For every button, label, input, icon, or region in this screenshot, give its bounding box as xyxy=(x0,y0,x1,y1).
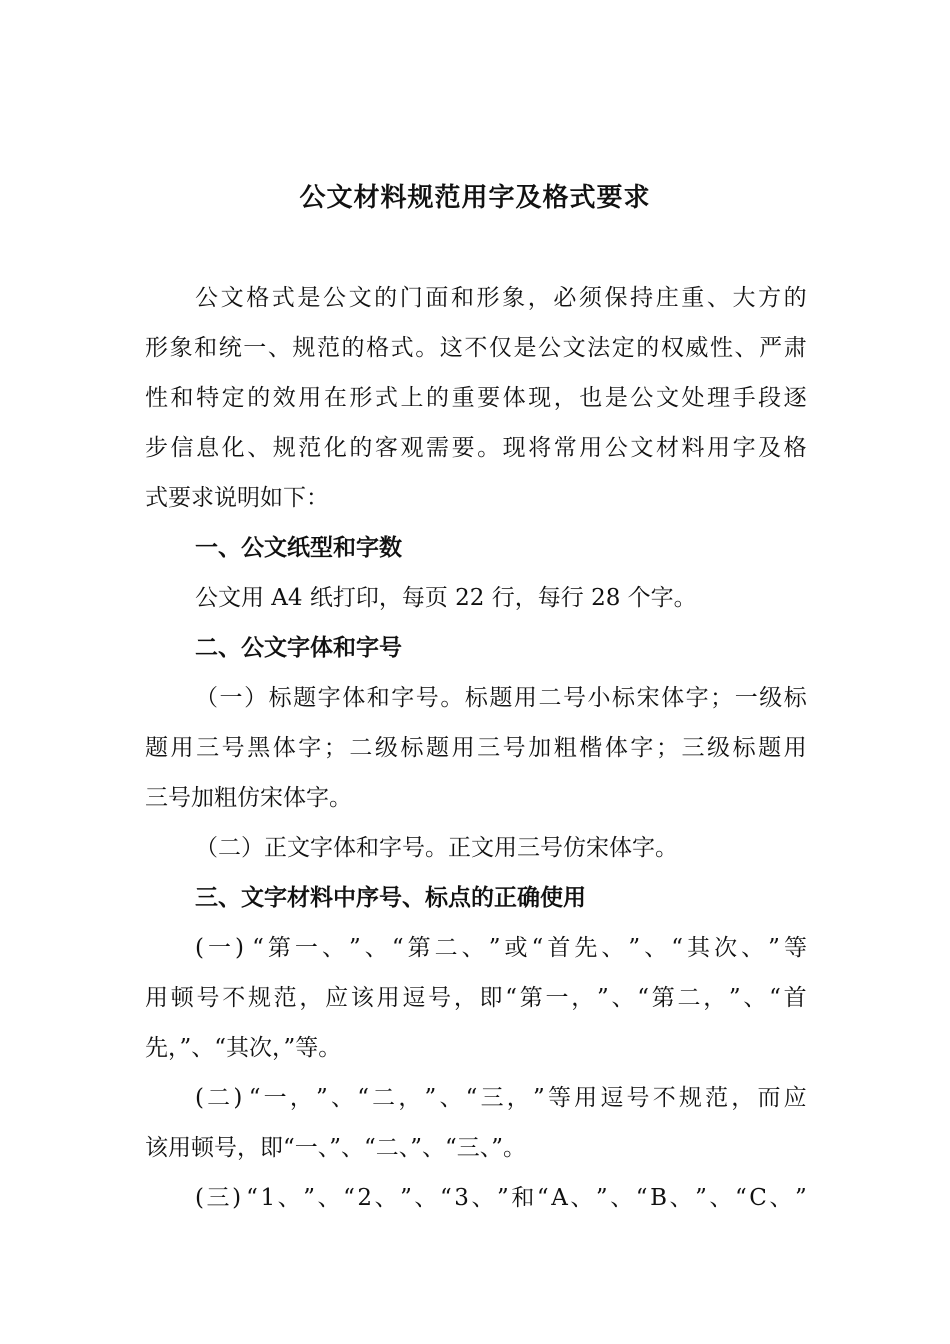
line-character: 用 xyxy=(451,735,475,761)
line-character: 等 xyxy=(783,935,807,961)
paragraph-line xyxy=(145,373,807,423)
line-character: 料 xyxy=(681,435,705,461)
line-character: 第 xyxy=(651,985,675,1011)
line-character: 段 xyxy=(758,385,782,411)
paragraph-line: （二）正文字体和字号。正文用三号仿宋体字。 xyxy=(195,835,678,861)
line-character: 重 xyxy=(681,285,705,311)
line-character: 逗 xyxy=(600,1085,624,1111)
line-character: 现 xyxy=(528,385,552,411)
line-character: 信 xyxy=(170,435,194,461)
line-character: ” xyxy=(595,1185,608,1211)
line-character: ” xyxy=(596,985,609,1011)
line-character: 标 xyxy=(400,735,424,761)
line-character: 观 xyxy=(400,435,424,461)
line-character: 用 xyxy=(170,735,194,761)
line-character: 格 xyxy=(783,435,807,461)
line-character: 一 xyxy=(219,685,243,711)
line-character: 用 xyxy=(783,735,807,761)
line-character: ” xyxy=(768,935,780,961)
line-character: 、 xyxy=(439,1085,463,1111)
line-character: 化 xyxy=(221,435,245,461)
line-character: 字 xyxy=(298,735,322,761)
line-character: 题 xyxy=(145,735,168,761)
line-character: 用 xyxy=(513,685,537,711)
line-character: ； xyxy=(710,685,734,711)
line-character: 题 xyxy=(758,735,782,761)
line-character: 常 xyxy=(553,435,577,461)
line-character: 和 xyxy=(450,285,474,311)
line-character: “ xyxy=(343,1185,355,1211)
line-character: 等 xyxy=(547,1085,571,1111)
line-character: 的 xyxy=(374,285,398,311)
line-character: 宋 xyxy=(636,685,660,711)
line-character: 级 xyxy=(707,735,731,761)
line-character: 公 xyxy=(538,335,561,361)
line-character: ， xyxy=(703,985,727,1011)
line-character: 象 xyxy=(169,335,193,361)
line-character: 文 xyxy=(220,285,244,311)
line-character: 一 xyxy=(243,335,267,361)
line-character: 客 xyxy=(374,435,398,461)
line-character: 文 xyxy=(348,285,372,311)
line-character: ( xyxy=(195,935,204,961)
line-character: 及 xyxy=(758,435,782,461)
line-character: 、 xyxy=(277,1185,301,1211)
line-character: 定 xyxy=(221,385,245,411)
line-character: 二 xyxy=(349,735,373,761)
section-heading: 三、文字材料中序号、标点的正确使用 xyxy=(195,884,586,911)
section-heading: 二、公文字体和字号 xyxy=(195,634,402,661)
line-character: 级 xyxy=(759,685,783,711)
line-character: 、 xyxy=(734,335,758,361)
line-character: 不 xyxy=(652,1085,676,1111)
line-character: 第 xyxy=(267,935,291,961)
line-character: ， xyxy=(506,1085,530,1111)
line-character: 一 xyxy=(734,685,758,711)
line-character: 体 xyxy=(502,385,526,411)
line-character: ) xyxy=(235,935,245,961)
line-character: 、 xyxy=(331,1085,354,1111)
paragraph-line xyxy=(145,423,807,473)
line-character: 应 xyxy=(325,985,349,1011)
line-character: 。 xyxy=(477,435,501,461)
line-character: 上 xyxy=(400,385,424,411)
paragraph-line xyxy=(145,1173,807,1223)
line-character: ” xyxy=(488,935,501,961)
line-character: 题 xyxy=(489,685,513,711)
line-character: 必 xyxy=(553,285,577,311)
line-character: 材 xyxy=(655,435,679,461)
line-character: 字 xyxy=(732,435,756,461)
line-character: ， xyxy=(453,985,477,1011)
line-character: 三 xyxy=(480,1085,504,1111)
line-character: 门 xyxy=(399,285,423,311)
line-character: 、 xyxy=(706,285,730,311)
line-character: 1 xyxy=(260,1185,276,1211)
line-character: 级 xyxy=(374,735,398,761)
line-character: 和 xyxy=(194,335,218,361)
line-character: “ xyxy=(465,1085,478,1111)
line-character: 即 xyxy=(479,985,503,1011)
line-character: 范 xyxy=(316,335,340,361)
line-character: 权 xyxy=(660,335,684,361)
line-character: 、 xyxy=(743,985,767,1011)
line-character: 这 xyxy=(439,335,463,361)
line-character: 性 xyxy=(709,335,733,361)
line-character: 或 xyxy=(504,935,528,961)
line-character: 体 xyxy=(604,735,628,761)
line-character: 字 xyxy=(391,685,415,711)
line-character: 是 xyxy=(604,385,628,411)
line-character: 用 xyxy=(376,985,400,1011)
line-character: 字 xyxy=(685,685,709,711)
line-character: “ xyxy=(531,935,544,961)
line-character: 肃 xyxy=(783,335,807,361)
line-character: ” xyxy=(728,985,741,1011)
paragraph-line xyxy=(145,323,807,373)
line-character: 、 xyxy=(601,935,625,961)
line-character: 的 xyxy=(636,335,660,361)
line-character: 黑 xyxy=(247,735,271,761)
line-character: 式 xyxy=(271,285,295,311)
line-character: 定 xyxy=(611,335,635,361)
line-character: 加 xyxy=(528,735,552,761)
line-character: 二 xyxy=(434,935,458,961)
line-character: 范 xyxy=(273,985,297,1011)
paragraph-line xyxy=(145,673,807,723)
line-character: “ xyxy=(635,1185,648,1211)
line-character: ( xyxy=(195,1085,204,1111)
line-character: 号 xyxy=(196,985,220,1011)
line-character: 、 xyxy=(374,1185,398,1211)
line-character: 须 xyxy=(578,285,602,311)
line-character: 号 xyxy=(626,1085,650,1111)
line-character: 现 xyxy=(502,435,526,461)
line-character: 形 xyxy=(349,385,373,411)
line-character: A xyxy=(551,1185,568,1211)
line-character: 体 xyxy=(661,685,685,711)
line-character: 号 xyxy=(221,735,245,761)
line-character: 标 xyxy=(268,685,292,711)
line-character: 、 xyxy=(321,935,345,961)
line-character: 性 xyxy=(145,385,168,411)
line-character: 二 xyxy=(538,685,562,711)
line-character: 、 xyxy=(644,935,668,961)
line-character: 处 xyxy=(681,385,705,411)
line-character: ) xyxy=(233,1085,243,1111)
line-character: 形 xyxy=(145,335,168,361)
line-character: 式 xyxy=(374,385,398,411)
line-character: “ xyxy=(246,1185,258,1211)
line-character: 号 xyxy=(415,685,439,711)
line-character: 题 xyxy=(426,735,450,761)
line-character: 不 xyxy=(464,335,488,361)
line-character: 该 xyxy=(350,985,374,1011)
line-character: 统 xyxy=(218,335,242,361)
line-character: 标 xyxy=(732,735,756,761)
line-character: 公 xyxy=(195,285,218,311)
line-character: 保 xyxy=(604,285,628,311)
line-character: 标 xyxy=(612,685,636,711)
line-character: 公 xyxy=(604,435,628,461)
line-character: 的 xyxy=(247,385,271,411)
section-heading: 一、公文纸型和字数 xyxy=(195,534,402,561)
line-character: 一 xyxy=(545,985,569,1011)
line-character: 顿 xyxy=(170,985,194,1011)
paragraph-line: 该用顿号，即“一、”、“二、”、“三、”。 xyxy=(145,1135,527,1161)
line-character: 、 xyxy=(610,1185,634,1211)
line-character: 体 xyxy=(272,735,296,761)
line-character: “ xyxy=(734,1185,747,1211)
line-character: “ xyxy=(671,935,684,961)
line-character: 逐 xyxy=(783,385,807,411)
line-character: 字 xyxy=(317,685,341,711)
paragraph-line xyxy=(145,723,807,773)
line-character: 的 xyxy=(349,435,373,461)
line-character: 文 xyxy=(630,435,654,461)
line-character: ” xyxy=(316,1085,328,1111)
line-character: 第 xyxy=(519,985,543,1011)
line-character: 和 xyxy=(170,385,194,411)
line-character: 二 xyxy=(372,1085,396,1111)
line-character: C xyxy=(749,1185,767,1211)
line-character: 的 xyxy=(341,335,365,361)
line-character: 标 xyxy=(464,685,488,711)
line-character: 严 xyxy=(759,335,783,361)
line-character: 首 xyxy=(783,985,807,1011)
line-character: 其 xyxy=(687,935,711,961)
line-character: 三 xyxy=(681,735,705,761)
line-character: ， xyxy=(289,1085,313,1111)
line-character: 在 xyxy=(323,385,347,411)
line-character: 三 xyxy=(477,735,501,761)
line-character: 先 xyxy=(574,935,598,961)
line-character: 文 xyxy=(562,335,586,361)
line-character: “ xyxy=(252,935,264,961)
line-character: 理 xyxy=(707,385,731,411)
line-character: 而 xyxy=(757,1085,781,1111)
line-character: “ xyxy=(248,1085,261,1111)
line-character: 、 xyxy=(414,1185,438,1211)
line-character: 步 xyxy=(145,435,168,461)
line-character: 文 xyxy=(655,385,679,411)
line-character: “ xyxy=(637,985,649,1011)
line-character: ” xyxy=(400,1185,412,1211)
line-character: 要 xyxy=(477,385,501,411)
line-character: “ xyxy=(536,1185,549,1211)
line-character: 形 xyxy=(476,285,500,311)
line-character: 式 xyxy=(390,335,414,361)
document-body xyxy=(145,273,807,1223)
paragraph-line: 公文用 A4 纸打印，每页 22 行，每行 28 个字。 xyxy=(195,585,697,611)
line-character: 的 xyxy=(426,385,450,411)
paragraph-line xyxy=(145,973,807,1023)
line-character: 、 xyxy=(741,935,765,961)
line-character: “ xyxy=(357,1085,369,1111)
line-character: 、 xyxy=(461,935,485,961)
line-character: 面 xyxy=(425,285,449,311)
line-character: 三 xyxy=(206,1185,230,1211)
line-character: 二 xyxy=(207,1085,231,1111)
line-character: 首 xyxy=(547,935,571,961)
line-character: 次 xyxy=(714,935,738,961)
line-character: ( xyxy=(195,1185,204,1211)
line-character: 楷 xyxy=(579,735,603,761)
line-character: 和 xyxy=(366,685,390,711)
line-character: ” xyxy=(794,1185,807,1211)
line-character: 要 xyxy=(451,435,475,461)
line-character: “ xyxy=(391,935,404,961)
line-character: 、 xyxy=(317,1185,341,1211)
line-character: 的 xyxy=(783,285,807,311)
line-character: ， xyxy=(731,1085,755,1111)
line-character: ” xyxy=(424,1085,437,1111)
line-character: ； xyxy=(655,735,679,761)
line-character: “ xyxy=(505,985,518,1011)
line-character: 用 xyxy=(707,435,731,461)
line-character: 用 xyxy=(145,985,168,1011)
line-character: 不 xyxy=(222,985,246,1011)
line-character: 威 xyxy=(685,335,709,361)
line-character: ” xyxy=(628,935,641,961)
line-character: 、 xyxy=(611,985,635,1011)
line-character: 一 xyxy=(263,1085,287,1111)
line-character: 逗 xyxy=(402,985,426,1011)
line-character: ， xyxy=(527,285,551,311)
line-character: 息 xyxy=(196,435,220,461)
line-character: 仅 xyxy=(488,335,512,361)
line-character: 规 xyxy=(292,335,316,361)
line-character: 粗 xyxy=(553,735,577,761)
line-character: 和 xyxy=(511,1185,535,1211)
line-character: 第 xyxy=(407,935,431,961)
line-character: 字 xyxy=(630,735,654,761)
line-character: 二 xyxy=(677,985,701,1011)
line-character: 是 xyxy=(513,335,537,361)
line-character: 标 xyxy=(783,685,807,711)
line-character: 、 xyxy=(669,1185,693,1211)
line-character: 规 xyxy=(272,435,296,461)
line-character: 大 xyxy=(732,285,756,311)
line-character: 3 xyxy=(454,1185,469,1211)
line-character: 应 xyxy=(783,1085,807,1111)
line-character: 持 xyxy=(630,285,654,311)
line-character: 三 xyxy=(196,735,220,761)
line-character: ) xyxy=(232,1185,242,1211)
line-character: 也 xyxy=(579,385,603,411)
line-character: 公 xyxy=(630,385,654,411)
line-character: 化 xyxy=(323,435,347,461)
line-character: ” xyxy=(532,1085,545,1111)
line-character: ） xyxy=(244,685,268,711)
line-character: ， xyxy=(571,985,595,1011)
line-character: 、 xyxy=(709,1185,733,1211)
line-character: 用 xyxy=(579,435,603,461)
line-character: 象 xyxy=(502,285,526,311)
line-character: ； xyxy=(323,735,347,761)
paragraph-line: 先，”、“其次，”等。 xyxy=(145,1035,342,1061)
line-character: 用 xyxy=(574,1085,598,1111)
line-character: 需 xyxy=(426,435,450,461)
line-character: 号 xyxy=(428,985,452,1011)
line-character: 重 xyxy=(451,385,475,411)
line-character: 规 xyxy=(678,1085,702,1111)
line-character: 。 xyxy=(440,685,464,711)
line-character: “ xyxy=(439,1185,452,1211)
line-character: 2 xyxy=(357,1185,373,1211)
line-character: 用 xyxy=(298,385,322,411)
paragraph-line xyxy=(145,273,807,323)
line-character: 、 xyxy=(247,435,271,461)
line-character: “ xyxy=(769,985,781,1011)
line-character: 号 xyxy=(502,735,526,761)
line-character: 、 xyxy=(570,1185,594,1211)
document-title: 公文材料规范用字及格式要求 xyxy=(299,183,651,213)
line-character: （ xyxy=(195,685,218,711)
line-character: 庄 xyxy=(655,285,679,311)
line-character: 、 xyxy=(769,1185,793,1211)
line-character: ” xyxy=(303,1185,315,1211)
line-character: 一 xyxy=(294,935,318,961)
paragraph-line xyxy=(145,923,807,973)
line-character: 题 xyxy=(293,685,317,711)
paragraph-line: 三号加粗仿宋体字。 xyxy=(145,785,352,811)
line-character: 体 xyxy=(342,685,366,711)
line-character: 、 xyxy=(364,935,388,961)
line-character: 将 xyxy=(528,435,552,461)
line-character: ， xyxy=(553,385,577,411)
line-character: 一 xyxy=(208,935,232,961)
line-character: 手 xyxy=(732,385,756,411)
line-character: 法 xyxy=(587,335,611,361)
line-character: 格 xyxy=(246,285,270,311)
line-character: 范 xyxy=(705,1085,729,1111)
paragraph-line xyxy=(145,1073,807,1123)
line-character: 公 xyxy=(322,285,346,311)
line-character: 、 xyxy=(471,1185,495,1211)
line-character: ” xyxy=(695,1185,707,1211)
line-character: 小 xyxy=(587,685,611,711)
line-character: 、 xyxy=(267,335,291,361)
line-character: 方 xyxy=(758,285,782,311)
line-character: 规 xyxy=(247,985,271,1011)
line-character: 。 xyxy=(415,335,439,361)
line-character: ” xyxy=(348,935,361,961)
line-character: B xyxy=(650,1185,667,1211)
paragraph-line: 式要求说明如下： xyxy=(145,485,329,511)
line-character: 特 xyxy=(196,385,220,411)
line-character: 是 xyxy=(297,285,321,311)
line-character: ， xyxy=(299,985,323,1011)
line-character: ， xyxy=(398,1085,422,1111)
line-character: ” xyxy=(497,1185,509,1211)
line-character: 范 xyxy=(298,435,322,461)
line-character: 号 xyxy=(562,685,586,711)
line-character: 格 xyxy=(366,335,390,361)
line-character: 效 xyxy=(272,385,296,411)
